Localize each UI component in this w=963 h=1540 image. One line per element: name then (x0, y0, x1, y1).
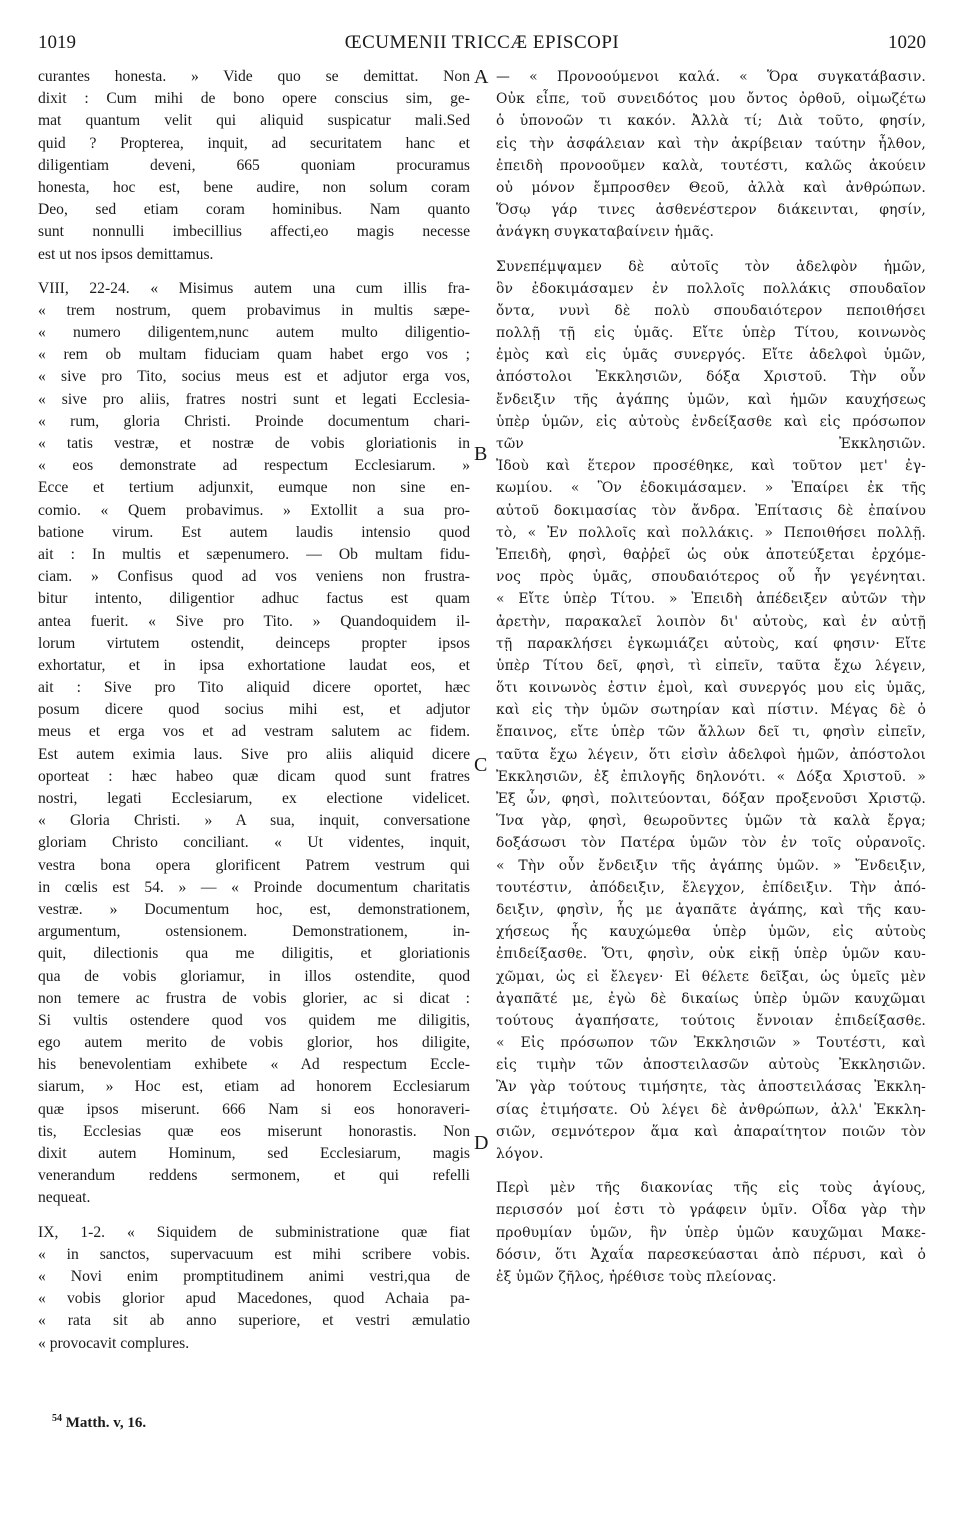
latin-text-line: in cœlis est 54. » — « Proinde documentum charitatis (38, 878, 470, 896)
greek-text-line: τῇ παρακλήσει ἐγκωμιάζει αὐτοὺς, καί φησιν· Εἴτε (496, 635, 926, 652)
latin-text-line: non temere ac frustra de vobis glorier, ac si dicat : (38, 989, 470, 1007)
latin-text-line: dixit : Cum mihi de bono opere conscius sim, ge- (38, 90, 470, 108)
greek-text-line: Ἂν γὰρ τούτους τιμήσητε, τὰς ἀποστειλάσας Ἐκκλη- (496, 1079, 926, 1096)
greek-text-line: εἰς τὴν ἀσφάλειαν καὶ τὴν ἀκρίβειαν ταύτην ἦλθον, (496, 135, 926, 152)
greek-text-line: σίας ἐτιμήσατε. Οὐ λέγει δὲ ἀνθρώπων, ἀλλ' Ἐκκλη- (496, 1101, 926, 1118)
greek-text-line: τῶν Ἐκκλησιῶν. (496, 436, 926, 452)
latin-text-line: ego autem merito de vobis glorior, hos diligite, (38, 1034, 470, 1052)
latin-text-line: « rem ob multam fiduciam quam habet ergo vos ; (38, 346, 470, 364)
greek-text-line: κωμίου. « Ὃν ἐδοκιμάσαμεν. » Ἐπαίρει ἐκ τῆς (496, 480, 926, 497)
footnote-text: Matth. v, 16. (65, 1415, 147, 1431)
latin-text-line: « tatis vestræ, et nostræ de vobis gloriationis in (38, 435, 470, 452)
greek-text-line: χήσεως ἧς καυχώμεθα ὑπὲρ ὑμῶν, εἰς αὐτοὺς (496, 924, 926, 941)
latin-text-line: « Gloria Christi. » A sua, inquit, conversatione (38, 812, 470, 830)
greek-text-line: χῶμαι, ὡς εἰ ἔλεγεν· Εἰ θέλετε δεῖξαι, ὡς ὑμεῖς μὲν (496, 968, 926, 985)
greek-text-line: Ἰδοὺ καὶ ἕτερον προσέθηκε, καὶ τοῦτον μετ' ἐγ- (496, 458, 926, 475)
latin-text-line: VIII, 22-24. « Misimus autem una cum illis fra- (38, 279, 470, 297)
latin-text-line: « rata sit ab anno superiore, et vestri æmulatio (38, 1312, 470, 1330)
greek-text-line: ὄντα, νυνὶ δὲ πολὺ σπουδαιότερον πεποιθήσει (496, 302, 926, 319)
greek-text-line: καὶ εἰς τὴν ὑμῶν σωτηρίαν καὶ πίστιν. Μέγας δὲ ὁ (496, 702, 926, 719)
greek-text-line: σιῶν, σεμνότερον ἅμα καὶ ἀπαραίτητον ποιῶν τὸν (496, 1123, 926, 1140)
greek-text-line: Ὅσῳ γάρ τινες ἀσθενέστερον διάκεινται, φησίν, (496, 202, 926, 219)
greek-text-line: ὁ ὑπονοῶν τι κακόν. Ἀλλὰ τί; Διὰ τοῦτο, φησίν, (496, 113, 926, 130)
latin-text-line: posum dicere quod socius mihi est, et adjutor (38, 701, 470, 719)
greek-text-line: « Τὴν οὖν ἔνδειξιν τῆς ἀγάπης ὑμῶν. » Ἔνδειξιν, (496, 857, 926, 874)
greek-text-line: προθυμίαν ὑμῶν, ἣν ὑπὲρ ὑμῶν καυχῶμαι Μακε- (496, 1224, 926, 1241)
greek-text-line: τὸ, « Ἐν πολλοῖς καὶ πολλάκις. » Πεποιθήσει πολλῇ. (496, 524, 926, 541)
greek-text-line: ἔπαινος, εἴτε ὑπὲρ τῶν ἄλλων δεῖ τι, φησὶν εἰπεῖν, (496, 724, 926, 741)
latin-text-line: vestræ. » Documentum hoc, est, demonstrationem, (38, 900, 470, 918)
latin-column (38, 66, 470, 1355)
latin-text-line: « in sanctos, supervacuum est mihi scribere vobis. (38, 1245, 470, 1263)
greek-text-line: τουτέστιν, ἀπόδειξιν, ἔλεγχον, ἐπίδειξιν. Τὴν ἀπό- (496, 879, 926, 896)
greek-text-line: Ἵνα γὰρ, φησὶ, θεωροῦντες ὑμῶν τὰ καλὰ ἔργα; (496, 813, 926, 830)
greek-text-line: ὑπὲρ Τίτου δεῖ, φησὶ, τὶ εἰπεῖν, ταῦτα ἔχω λέγειν, (496, 657, 926, 674)
latin-text-line: his benevolentiam exhibete « Ad respectum Eccle- (38, 1056, 470, 1074)
latin-text-line: dixit autem Hominum, sed Ecclesiarum, magis (38, 1145, 470, 1162)
greek-text-line: ταῦτα ἔχω λέγειν, ὅτι εἰσὶν ἀδελφοὶ ἡμῶν, ἀπόστολοι (496, 746, 926, 763)
latin-text-line: meus et erga vos et ad vestram salutem ac fidem. (38, 723, 470, 741)
running-header (38, 32, 926, 60)
latin-text-line: siarum, » Hoc est, etiam ad honorem Ecclesiarum (38, 1078, 470, 1096)
greek-text-line: τούτους ἀγαπήσατε, τούτοις ἔννοιαν ἐπιδείξασθε. (496, 1012, 926, 1029)
right-page-number: 1020 (888, 32, 926, 53)
footnote-number: 54 (52, 1413, 62, 1424)
latin-text-line: « sive pro Tito, socius meus est et adjutor erga vos, (38, 368, 470, 386)
greek-text-line: — « Προνοούμενοι καλά. « Ὅρα συγκατάβασιν. (496, 69, 926, 85)
latin-text-line: « Novi enim promptitudinem animi vestri,qua de (38, 1267, 470, 1285)
greek-text-line: ἀπόστολοι Ἐκκλησιῶν, δόξα Χριστοῦ. Τὴν οὖν (496, 369, 926, 386)
greek-text-line: πολλῇ τῇ εἰς ὑμᾶς. Εἴτε ὑπὲρ Τίτου, κοινωνὸς (496, 325, 926, 342)
latin-text-line: IX, 1-2. « Siquidem de subministratione quæ fiat (38, 1223, 470, 1241)
latin-text-line: quid ? Propterea, inquit, ad securitatem hanc et (38, 134, 470, 152)
latin-text-line: est ut nos ipsos demittamus. (38, 245, 214, 263)
latin-text-line: « vobis glorior apud Macedones, quod Achaia pa- (38, 1290, 470, 1308)
greek-text-line: νος πρὸς ὑμᾶς, σπουδαιότερος οὗ ἦν γεγένηται. (496, 569, 926, 586)
greek-text-line: ὑπὲρ ὑμῶν, εἰς αὐτοὺς ἐνδείξασθε καὶ εἰς πρόσωπον (496, 413, 926, 430)
greek-text-line: « Εἰς πρόσωπον τῶν Ἐκκλησιῶν » Τουτέστι, καὶ (496, 1035, 926, 1052)
footnote (52, 1413, 146, 1432)
greek-text-line: Συνεπέμψαμεν δὲ αὐτοῖς τὸν ἀδελφὸν ἡμῶν, (496, 258, 926, 275)
latin-text-line: bitur intento, diligentior adhuc factus est quam (38, 590, 470, 608)
greek-text-line: ὃν ἐδοκιμάσαμεν ἐν πολλοῖς πολλάκις σπουδαῖον (496, 280, 926, 297)
latin-text-line: nequeat. (38, 1189, 91, 1207)
greek-text-line: Ἐξ ὧν, φησὶ, πολιτεύονται, δόξαν προξενοῦσι Χριστῷ. (496, 791, 926, 807)
latin-text-line: quæ ipsos miserunt. 666 Nam si eos honoraveri- (38, 1100, 470, 1118)
latin-text-line: diligentiam deveni, 665 quoniam procuramus (38, 156, 470, 174)
latin-text-line: vestra bona opera glorificent Patrem vestrum qui (38, 856, 470, 874)
greek-text-line: ἔνδειξιν τῆς ἀγάπης ὑμῶν, καὶ ἡμῶν καυχήσεως (496, 391, 926, 408)
latin-text-line: quit, dilectionis qua me diligitis, et gloriationis (38, 945, 470, 963)
paragraph-gap (38, 1210, 470, 1222)
latin-text-line: comio. « Quem probavimus. » Extollit a sua pro- (38, 501, 470, 519)
greek-text-line: Ἐκκλησιῶν, ἐξ ἐπιλογῆς δηλονότι. « Δόξα Χριστοῦ. » (496, 768, 926, 785)
greek-text-line: Οὐκ εἶπε, τοῦ συνειδότος μου ὄντος ὀρθοῦ, οἰμωζέτω (496, 91, 926, 108)
latin-text-line: lorum virtutem ostendit, deinceps propter ipsos (38, 634, 470, 652)
latin-text-line: argumentum, ostensionem. Demonstrationem, in- (38, 923, 470, 941)
latin-text-line: Ecce et tertium adjunxit, eumque non sine en- (38, 479, 470, 497)
latin-text-line: ait : Sive pro Tito aliquid dicere oportet, hæc (38, 679, 470, 697)
greek-text-line: περισσόν μοί ἐστι τὸ γράφειν ὑμῖν. Οἶδα γὰρ τὴν (496, 1202, 926, 1219)
greek-text-line: δειξιν, φησὶν, ἧς με ἀγαπᾶτε ἀγάπης, καὶ τῆς καυ- (496, 901, 926, 918)
paragraph-gap (496, 244, 926, 256)
latin-text-line: antea fuerit. « Sive pro Tito. » Quandoquidem il- (38, 612, 470, 630)
margin-marker-a: A (474, 66, 489, 88)
latin-text-line: « provocavit complures. (38, 1334, 190, 1352)
greek-text-line: ἀρετὴν, παρακαλεῖ λοιπὸν δι' αὐτοὺς, καὶ ἐν αὐτῇ (496, 613, 926, 630)
greek-text-line: Περὶ μὲν τῆς διακονίας τῆς εἰς τοὺς ἁγίους, (496, 1180, 926, 1197)
latin-text-line: venerandum reddens sermonem, et qui refelli (38, 1167, 470, 1185)
latin-text-line: mat quantum velit qui aliquid suspicatur mali.Sed (38, 112, 470, 130)
greek-text-line: ἐπειδὴ προνοοῦμεν καλὰ, τουτέστι, καλῶς ἀκούειν (496, 157, 926, 174)
greek-text-line: « Εἴτε ὑπὲρ Τίτου. » Ἐπειδὴ ἀπέδειξεν αὐτῶν τὴν (496, 591, 926, 608)
greek-text-line: ἀνάγκη συγκαταβαίνειν ἡμᾶς. (496, 224, 715, 241)
margin-marker-c: C (474, 754, 488, 776)
latin-text-line: Si vultis ostendere quod vos quidem me diligitis, (38, 1011, 470, 1029)
running-title: ŒCUMENII TRICCÆ EPISCOPI (344, 32, 620, 53)
latin-text-line: honesta, hoc est, bene audire, non solum coram (38, 178, 470, 196)
latin-text-line: curantes honesta. » Vide quo se demittat. Non (38, 68, 470, 85)
paragraph-gap (496, 1165, 926, 1177)
latin-text-line: tis, Ecclesias quæ eos miserunt honorastis. Non (38, 1122, 470, 1140)
latin-text-line: ciam. » Confisus quod ad vos veniens non frustra- (38, 568, 470, 586)
greek-text-line: δόσιν, ὅτι Ἀχαΐα παρεσκεύασται ἀπὸ πέρυσι, καὶ ὁ (496, 1246, 926, 1263)
latin-text-line: « rum, gloria Christi. Proinde documentum chari- (38, 412, 470, 430)
margin-marker-b: B (474, 443, 488, 465)
latin-text-line: « numero diligentem,nunc autem multo diligentio- (38, 324, 470, 342)
latin-text-line: « eos demonstrate ad respectum Ecclesiarum. » (38, 457, 470, 475)
latin-text-line: Deo, sed etiam coram hominibus. Nam quanto (38, 201, 470, 219)
greek-text-line: ὅτι κοινωνὸς ἐστιν ἐμοὶ, καὶ συνεργός μου εἰς ὑμᾶς, (496, 680, 926, 697)
greek-text-line: Ἐπειδὴ, φησὶ, θαῤῥεῖ ὡς οὐκ ἀποτεύξεται ἐρχόμε- (496, 546, 926, 563)
greek-text-line: εἰς τιμὴν τῶν ἀποστειλασῶν αὐτοὺς Ἐκκλησιῶν. (496, 1057, 926, 1074)
latin-text-line: Est autem eximia laus. Sive pro aliis aliquid dicere (38, 745, 470, 763)
latin-text-line: gloriam Christo conciliant. « Ut videntes, inquit, (38, 834, 470, 852)
latin-text-line: sunt nonnulli imbecillius affecti,eo magis necesse (38, 223, 470, 241)
greek-column (496, 66, 926, 1288)
latin-text-line: « sive pro aliis, fratres nostri sunt et legati Ecclesia- (38, 390, 470, 408)
greek-text-line: ἐπιδείξασθε. Ὅτι, φησὶν, οὐκ εἰκῇ ὑπὲρ ὑμῶν καυ- (496, 946, 926, 963)
latin-text-line: qua de vobis gloriamur, in illos ostendite, quod (38, 967, 470, 985)
latin-text-line: ait : In multis et sæpenumero. — Ob multam fidu- (38, 545, 470, 563)
margin-marker-d: D (474, 1132, 489, 1154)
greek-text-line: δοξάσωσι τὸν Πατέρα ὑμῶν τὸν ἐν τοῖς οὐρανοῖς. (496, 835, 926, 852)
greek-text-line: αὐτοῦ δοκιμασίας τὸν ἄνδρα. Ἐπίτασις δὲ ἐπαίνου (496, 502, 926, 519)
left-page-number: 1019 (38, 32, 76, 53)
paragraph-gap (38, 266, 470, 278)
latin-text-line: « trem nostrum, quem probavimus in multis sæpe- (38, 301, 470, 319)
greek-text-line: ἀγαπᾶτέ με, ἐγὼ δὲ δικαίως ὑπὲρ ὑμῶν καυχῶμαι (496, 990, 926, 1007)
latin-text-line: nostri, legati Ecclesiarum, ex electione videlicet. (38, 790, 470, 807)
greek-text-line: οὐ μόνον ἔμπροσθεν Θεοῦ, ἀλλὰ καὶ ἀνθρώπων. (496, 179, 926, 196)
latin-text-line: oporteat : hæc habeo quæ dicam quod sunt fratres (38, 767, 470, 785)
latin-text-line: batione virum. Est autem laudis intensio quod (38, 523, 470, 541)
greek-text-line: ἐμὸς καὶ εἰς ὑμᾶς συνεργός. Εἴτε ἀδελφοὶ ὑμῶν, (496, 347, 926, 364)
latin-text-line: exhortatur, et in ipsa exhortatione laudat eos, et (38, 656, 470, 674)
greek-text-line: λόγον. (496, 1146, 544, 1162)
greek-text-line: ἐξ ὑμῶν ζῆλος, ἠρέθισε τοὺς πλείονας. (496, 1268, 777, 1285)
